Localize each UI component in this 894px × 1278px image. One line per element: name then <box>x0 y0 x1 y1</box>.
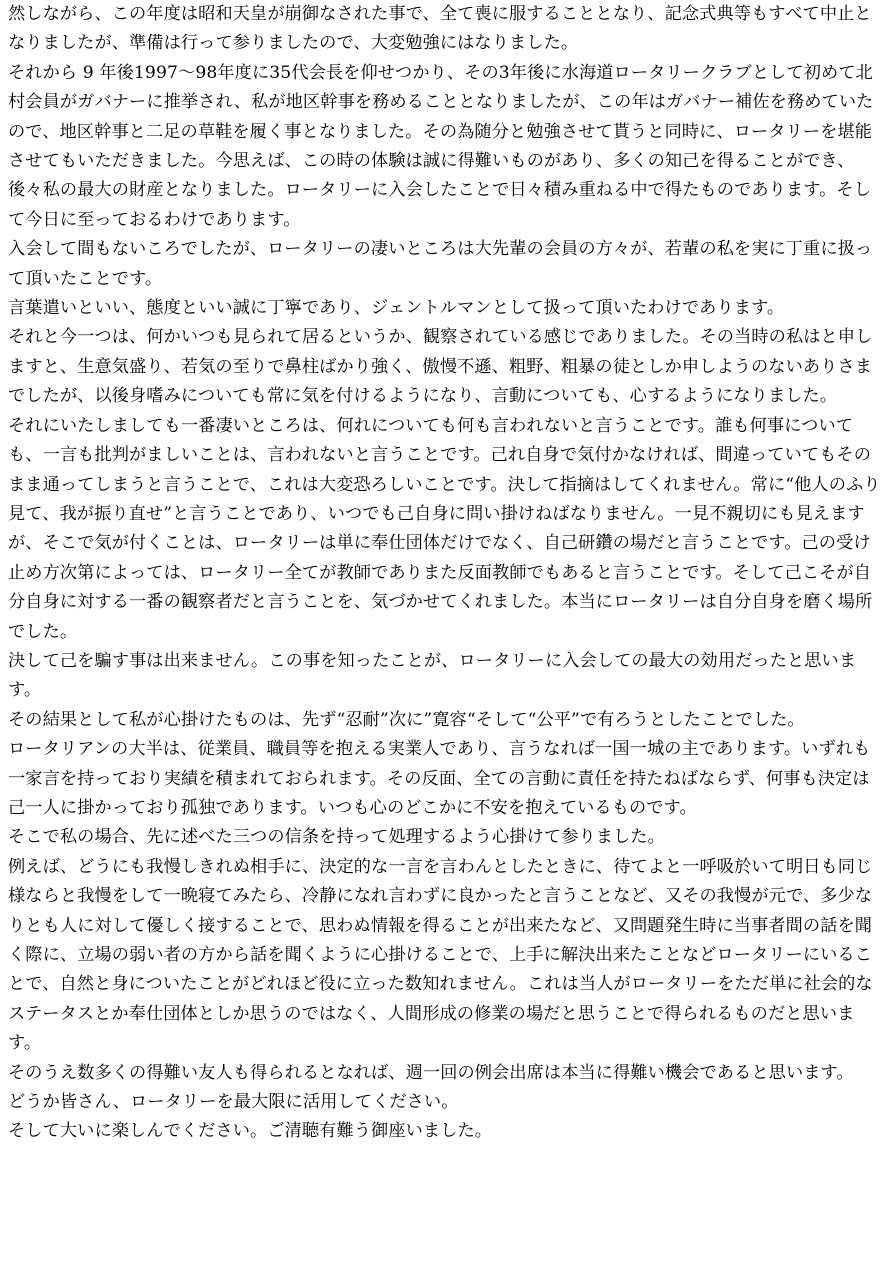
paragraph-11: 例えば、どうにも我慢しきれぬ相手に、決定的な一言を言わんとしたときに、待てよと一呼吸於いて明日も同じ様ならと我慢をして一晩寝てみたら、冷静になれ言わずに良かったと言うことなど、又その我慢が元で、多少なりとも人に対して優しく接することで、思わぬ情報を得ることが出来たなど、又問題発生時に当事者間の話を聞く際に、立場の弱い者の方から話を聞くように心掛けることで、上手に解決出来たことなどロータリーにいることで、自然と身についたことがどれほど役に立った数知れません。これは当人がロータリーをただ単に社会的なステータスとか奉仕団体としか思うのではなく、人間形成の修業の場だと思うことで得られるものだと思います。 <box>8 856 873 1054</box>
paragraph-10: そこで私の場合、先に述べた三つの信条を持って処理するよう心掛けて参りました。 <box>8 827 665 848</box>
document-page <box>8 0 884 1278</box>
paragraph-13: どうか皆さん、ロータリーを最大限に活用してください。 <box>8 1092 459 1113</box>
paragraph-2: それから 9 年後1997～98年度に35代会長を仰せつかり、その3年後に水海道ロータリークラブとして初めて北村会員がガバナーに推挙され、私が地区幹事を務めることとなりましたが、この年はガバナー補佐を務めていたので、地区幹事と二足の草鞋を履く事となりました。その為随分と勉強させて貰うと同時に、ロータリーを堪能させてもいただきました。今思えば、この時の体験は誠に得難いものがあり、多くの知己を得ることができ、後々私の最大の財産となりました。ロータリーに入会したことで日々積み重ねる中で得たものであります。そして今日に至っておるわけであります。 <box>8 62 874 230</box>
paragraph-7: 決して己を騙す事は出来ません。この事を知ったことが、ロータリーに入会しての最大の効用だったと思います。 <box>8 650 857 701</box>
paragraph-9: ロータリアンの大半は、従業員、職員等を抱える実業人であり、言うなれば一国一城の主であります。いずれも一家言を持っており実績を積まれておられます。その反面、全ての言動に責任を持たねばならず、何事も決定は己一人に掛かっており孤独であります。いつも心のどこかに不安を抱えているものです。 <box>8 739 871 818</box>
paragraph-4: 言葉遣いといい、態度といい誠に丁寧であり、ジェントルマンとして扱って頂いたわけであります。 <box>8 298 785 319</box>
paragraph-12: そのうえ数多くの得難い友人も得られるとなれば、週一回の例会出席は本当に得難い機会であると思います。 <box>8 1062 854 1083</box>
paragraph-14: そして大いに楽しんでください。ご清聴有難う御座いました。 <box>8 1121 493 1142</box>
paragraph-3: 入会して間もないころでしたが、ロータリーの凄いところは大先輩の会員の方々が、若輩の私を実に丁重に扱って頂いたことです。 <box>8 239 873 289</box>
paragraph-6: それにいたしましても一番凄いところは、何れについても何も言われないと言うことです。誰も何事についても、一言も批判がましいことは、言われないと言うことです。己れ自身で気付かなければ、間違っていてもそのまま通ってしまうと言うことで、これは大変恐ろしいことです。決して指摘はしてくれません。常に“他人のふり見て、我が振り直せ”と言うことであり、いつでも己自身に問い掛けねばなりません。一見不親切にも見えますが、そこで気が付くことは、ロータリーは単に奉仕団体だけでなく、自己研鑽の場だと言うことです。己の受け止め方次第によっては、ロータリー全てが教師でありまた反面教師でもあると言うことです。そして己こそが自分自身に対する一番の観察者だと言うことを、気づかせてくれました。本当にロータリーは自分自身を磨く場所でした。 <box>8 415 881 642</box>
paragraph-1: 然しながら、この年度は昭和天皇が崩御なされた事で、全て喪に服することとなり、記念式典等もすべて中止となりましたが、準備は行って参りましたので、大変勉強にはなりました。 <box>8 4 872 54</box>
paragraph-8: その結果として私が心掛けたものは、先ず“忍耐”次に”寛容“そして“公平”で有ろうとしたことでした。 <box>8 709 805 730</box>
paragraph-5: それと今一つは、何かいつも見られて居るというか、観察されている感じでありました。その当時の私はと申しますと、生意気盛り、若気の至りで鼻柱ばかり強く、傲慢不遜、粗野、粗暴の徒としか申しようのないありさまでしたが、以後身嗜みについても常に気を付けるようになり、言動についても、心するようになりました。 <box>8 327 873 407</box>
